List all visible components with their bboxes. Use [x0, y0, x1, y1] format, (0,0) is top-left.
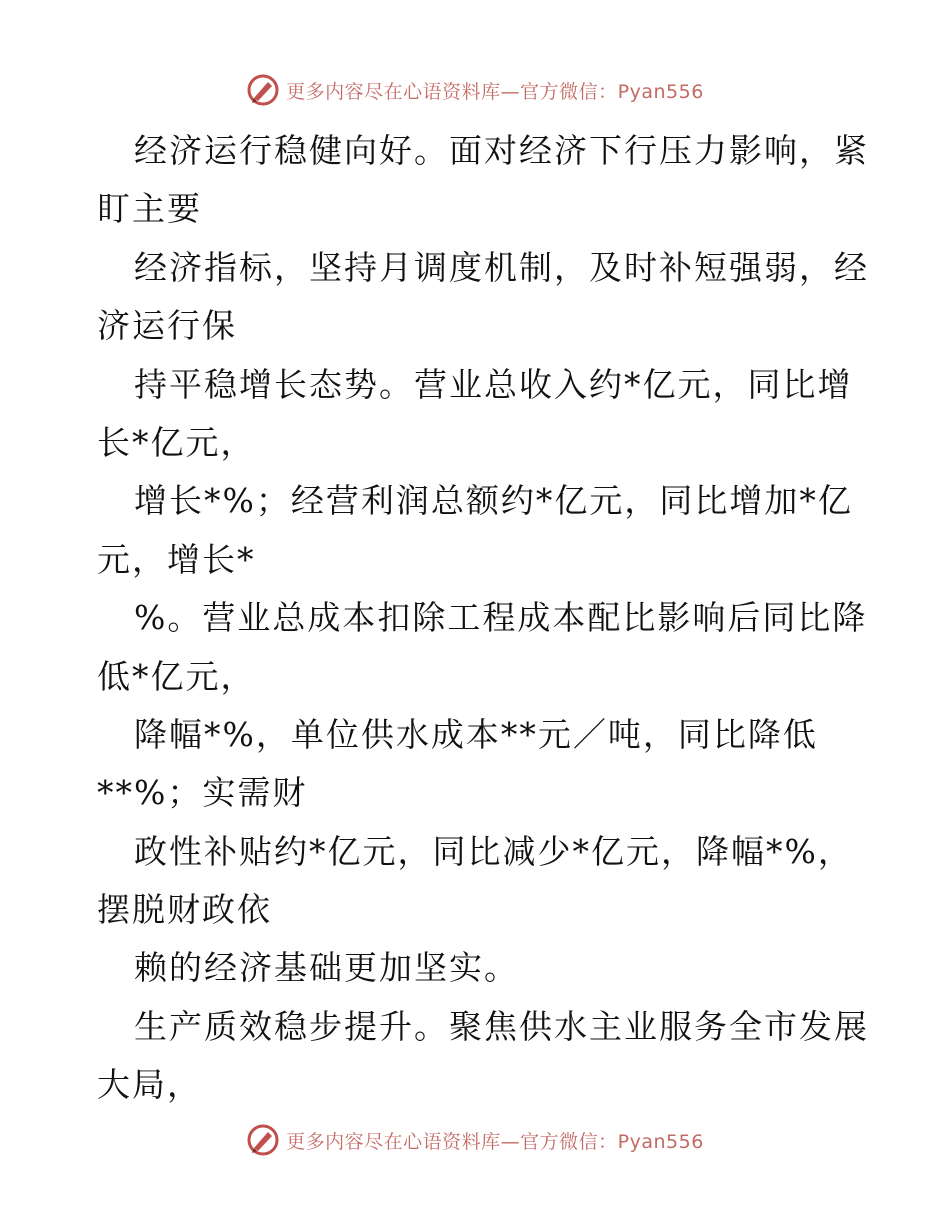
text-line: 增长*%；经营利润总额约*亿元，同比增加*亿 — [134, 481, 853, 521]
text-line: 经济指标，坚持月调度机制，及时补短强弱，经 — [134, 247, 869, 287]
text-line: %。营业总成本扣除工程成本配比影响后同比降 — [134, 598, 868, 638]
text-line: 政性补贴约*亿元，同比减少*亿元，降幅*%， — [134, 831, 853, 871]
document-body — [97, 122, 867, 1115]
text-line: 降幅*%，单位供水成本**元／吨，同比降低 — [134, 714, 818, 754]
text-line: 大局， — [97, 1065, 202, 1105]
pen-logo-icon — [246, 73, 280, 107]
footer-watermark — [0, 1120, 950, 1160]
watermark-text: 更多内容尽在心语资料库—官方微信：Pyan556 — [286, 80, 704, 103]
text-line: 摆脱财政依 — [97, 890, 272, 930]
text-line: 济运行保 — [97, 306, 237, 346]
pen-logo-icon — [246, 1123, 280, 1157]
text-line: 赖的经济基础更加坚实。 — [134, 948, 519, 988]
text-line: 持平稳增长态势。营业总收入约*亿元，同比增 — [134, 364, 853, 404]
text-line: 盯主要 — [97, 189, 202, 229]
text-line: 长*亿元， — [97, 422, 256, 462]
text-line: 生产质效稳步提升。聚焦供水主业服务全市发展 — [134, 1006, 869, 1046]
text-line: 低*亿元， — [97, 656, 256, 696]
text-line: 元，增长* — [97, 539, 256, 579]
text-line: **%；实需财 — [97, 773, 308, 813]
text-line: 经济运行稳健向好。面对经济下行压力影响，紧 — [134, 131, 869, 170]
watermark-text: 更多内容尽在心语资料库—官方微信：Pyan556 — [286, 1130, 704, 1153]
header-watermark — [0, 70, 950, 110]
